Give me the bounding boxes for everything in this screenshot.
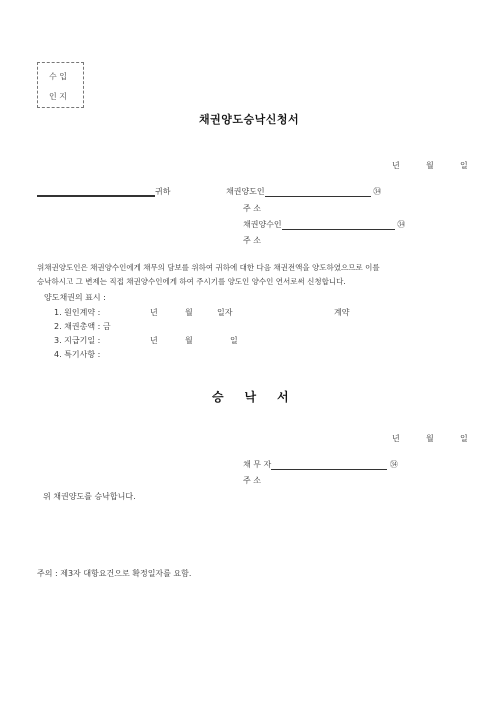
revenue-stamp-box [37, 62, 84, 108]
assignor-label: 채권양도인 [226, 187, 265, 196]
claim-item-3-month: 월 [185, 336, 193, 345]
footnote: 주의 : 제3자 대항요건으로 확정일자를 요함. [37, 569, 192, 578]
approval-date-year: 년 [392, 434, 400, 443]
claim-item-4-label: 4. 특기사항 : [54, 350, 101, 359]
assignee-address-label: 주 소 [243, 236, 261, 245]
claim-item-2-label: 2. 채권총액 : 금 [54, 322, 111, 331]
date-month: 월 [426, 161, 434, 170]
claim-item-1-month: 월 [185, 308, 193, 317]
date-year: 년 [392, 161, 400, 170]
assignee-row [243, 219, 405, 230]
claim-item-3-label: 3. 지급기일 : [54, 336, 101, 345]
document-title: 채권양도승낙신청서 [199, 113, 300, 126]
assignor-address-label: 주 소 [243, 204, 261, 213]
claim-item-1-year: 년 [150, 308, 158, 317]
approval-text: 위 채권양도를 승낙합니다. [43, 492, 136, 501]
approval-date-day: 일 [460, 434, 468, 443]
debtor-address-label: 주 소 [243, 476, 261, 485]
debtor-seal: ㉞ [389, 460, 398, 469]
body-line-2: 승낙하시고 그 변제는 직접 채권양수인에게 하여 주시기를 양도인 양수인 연서로써 신청합니다. [37, 277, 346, 286]
claim-item-3-year: 년 [150, 336, 158, 345]
approval-title: 승 낙 서 [212, 390, 289, 404]
assignor-seal: ㉞ [373, 187, 382, 196]
addressee-row [37, 186, 170, 197]
stamp-line-1: 수 입 [49, 72, 67, 81]
debtor-row [243, 459, 398, 470]
claim-item-3-day: 일 [230, 336, 238, 345]
date-day: 일 [460, 161, 468, 170]
assignor-row [226, 186, 381, 197]
assignee-label: 채권양수인 [243, 220, 282, 229]
approval-date-month: 월 [426, 434, 434, 443]
body-line-1: 위채권양도인은 채권양수인에게 채무의 담보를 위하여 귀하에 대한 다음 채권전액을 양도하였으므로 이를 [37, 263, 380, 272]
claim-item-1-day: 일자 [217, 308, 233, 317]
claims-heading: 양도채권의 표시 : [44, 293, 106, 302]
claim-item-1-contract: 계약 [334, 308, 350, 317]
assignee-signature-line[interactable] [282, 229, 395, 230]
assignee-seal: ㉞ [397, 220, 406, 229]
debtor-label: 채 무 자 [243, 460, 272, 469]
addressee-blank[interactable] [37, 195, 155, 197]
stamp-line-2: 인 지 [49, 92, 67, 101]
assignor-signature-line[interactable] [265, 196, 371, 197]
claim-item-1-label: 1. 원인계약 : [54, 308, 101, 317]
debtor-signature-line[interactable] [271, 469, 387, 470]
addressee-suffix: 귀하 [155, 187, 171, 196]
